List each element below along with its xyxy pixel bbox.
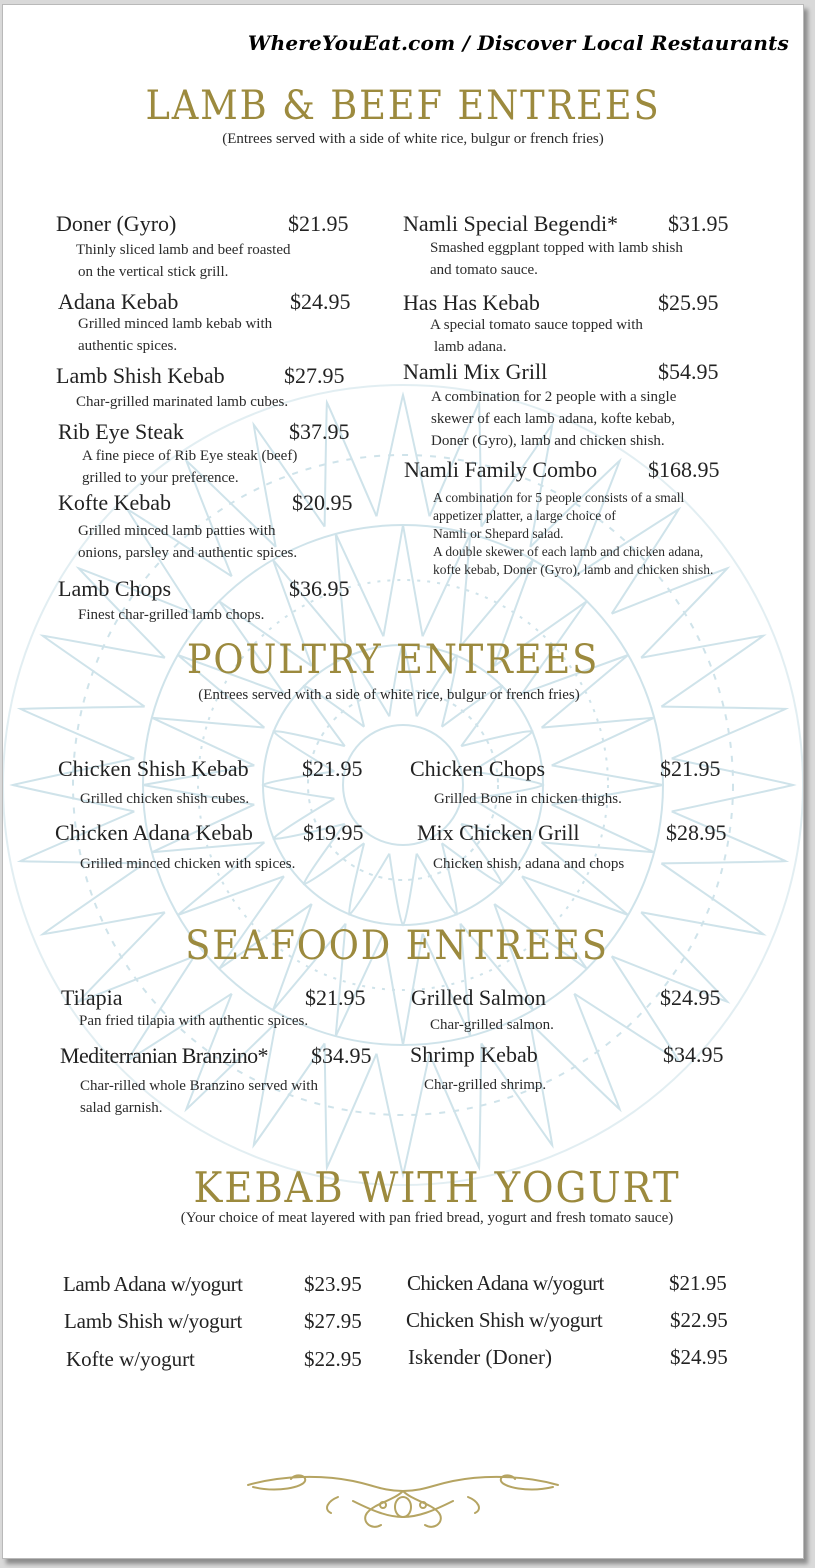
item-name: Chicken Adana w/yogurt: [407, 1271, 604, 1295]
item-price: $21.95: [660, 756, 721, 781]
item-description: Finest char-grilled lamb chops.: [78, 607, 265, 623]
item-price: $25.95: [658, 290, 719, 315]
item-name: Iskender (Doner): [408, 1345, 553, 1369]
item-price: $28.95: [666, 820, 727, 845]
item-price: $34.95: [311, 1043, 372, 1068]
menu-item-chicken-adana-yogurt: [407, 1271, 727, 1296]
item-name: Doner (Gyro): [56, 211, 177, 236]
item-description: Grilled Bone in chicken thighs.: [434, 791, 622, 807]
item-name: Lamb Shish Kebab: [56, 363, 225, 388]
item-price: $24.95: [660, 985, 721, 1010]
item-name: Kofte Kebab: [58, 490, 172, 515]
item-name: Mix Chicken Grill: [417, 820, 580, 845]
menu-item-lamb-adana-yogurt: [63, 1272, 362, 1297]
item-name: Namli Mix Grill: [403, 359, 548, 384]
site-watermark: WhereYouEat.com / Discover Local Restaurants: [247, 31, 789, 55]
item-price: $36.95: [289, 576, 350, 601]
poultry-section-subtitle: (Entrees served with a side of white rice, bulgur or french fries): [198, 687, 580, 703]
poultry-section-title: POULTRY ENTREES: [186, 637, 600, 683]
item-price: $54.95: [658, 359, 719, 384]
item-description: Char-grilled marinated lamb cubes.: [76, 394, 289, 410]
item-description: Chicken shish, adana and chops: [433, 856, 625, 872]
item-name: Has Has Kebab: [403, 290, 540, 315]
item-name: Adana Kebab: [58, 289, 179, 314]
item-description: Grilled minced lamb kebab with authentic spices.: [78, 316, 273, 354]
item-name: Namli Special Begendi*: [403, 211, 619, 236]
item-description: Char-grilled shrimp.: [424, 1077, 547, 1093]
item-price: $34.95: [663, 1042, 724, 1067]
item-name: Lamb Adana w/yogurt: [63, 1272, 243, 1296]
item-name: Rib Eye Steak: [58, 419, 184, 444]
item-name: Shrimp Kebab: [410, 1042, 538, 1067]
item-name: Grilled Salmon: [411, 985, 547, 1010]
item-price: $27.95: [284, 363, 345, 388]
item-price: $20.95: [292, 490, 353, 515]
menu-item-iskender-doner: [408, 1345, 728, 1370]
item-price: $24.95: [670, 1345, 728, 1369]
item-price: $23.95: [304, 1272, 362, 1296]
item-description: A fine piece of Rib Eye steak (beef) grilled to your preference.: [82, 448, 298, 486]
item-name: Lamb Chops: [58, 576, 172, 601]
mandala-petal: [542, 718, 655, 766]
item-price: $27.95: [304, 1309, 362, 1333]
item-description: A combination for 5 people consists of a small appetizer platter, a large choice of Namli or Shepard salad. A double skewer of each lamb and chicken adana, kofte kebab, Doner (Gyro), lamb and chicken shish.: [433, 490, 714, 577]
item-price: $22.95: [670, 1308, 728, 1332]
flourish-ornament: [243, 1457, 563, 1537]
mandala-petal: [661, 707, 785, 759]
item-name: Chicken Adana Kebab: [55, 820, 253, 845]
item-description: Char-grilled salmon.: [430, 1017, 554, 1033]
mandala-petal: [389, 854, 416, 925]
lamb-section-subtitle: (Entrees served with a side of white rice, bulgur or french fries): [222, 131, 604, 147]
item-price: $21.95: [669, 1271, 727, 1295]
item-description: Char-rilled whole Branzino served with salad garnish.: [80, 1078, 318, 1116]
yogurt-section-subtitle: (Your choice of meat layered with pan fried bread, yogurt and fresh tomato sauce): [180, 1210, 674, 1226]
item-price: $21.95: [302, 756, 363, 781]
item-description: Grilled minced lamb patties with onions, parsley and authentic spices.: [78, 523, 298, 561]
item-name: Mediterranian Branzino*: [60, 1043, 268, 1068]
item-name: Lamb Shish w/yogurt: [64, 1309, 243, 1333]
item-name: Namli Family Combo: [404, 457, 598, 482]
seafood-section-title: SEAFOOD ENTREES: [185, 923, 609, 969]
menu-item-chicken-shish-yogurt: [406, 1308, 728, 1333]
item-description: Smashed eggplant topped with lamb shish and tomato sauce.: [430, 240, 683, 278]
item-description: Grilled minced chicken with spices.: [80, 856, 296, 872]
item-description: Grilled chicken shish cubes.: [80, 791, 250, 807]
item-price: $19.95: [303, 820, 364, 845]
item-price: $168.95: [648, 457, 720, 482]
menu-page: [2, 4, 804, 1559]
item-name: Tilapia: [61, 985, 123, 1010]
item-price: $37.95: [289, 419, 350, 444]
item-description: A special tomato sauce topped with lamb adana.: [430, 317, 643, 355]
mandala-petal: [20, 707, 144, 759]
lamb-section-title: LAMB & BEEF ENTREES: [145, 83, 661, 129]
item-description: Thinly sliced lamb and beef roasted on the vertical stick grill.: [76, 242, 291, 280]
yogurt-section-title: KEBAB WITH YOGURT: [193, 1163, 681, 1212]
menu-item-lamb-shish-yogurt: [64, 1309, 362, 1334]
item-description: Pan fried tilapia with authentic spices.: [79, 1013, 309, 1029]
item-name: Chicken Shish w/yogurt: [406, 1308, 603, 1332]
item-price: $31.95: [668, 211, 729, 236]
item-name: Chicken Chops: [410, 756, 546, 781]
item-price: $21.95: [305, 985, 366, 1010]
mandala-petal: [349, 843, 389, 914]
menu-item-kofte-yogurt: [66, 1347, 362, 1372]
item-name: Kofte w/yogurt: [66, 1347, 195, 1371]
item-price: $21.95: [288, 211, 349, 236]
item-description: A combination for 2 people with a single skewer of each lamb adana, kofte kebab, Doner (Gyro), lamb and chicken shish.: [431, 389, 677, 449]
item-price: $22.95: [304, 1347, 362, 1371]
item-name: Chicken Shish Kebab: [58, 756, 249, 781]
item-price: $24.95: [290, 289, 351, 314]
